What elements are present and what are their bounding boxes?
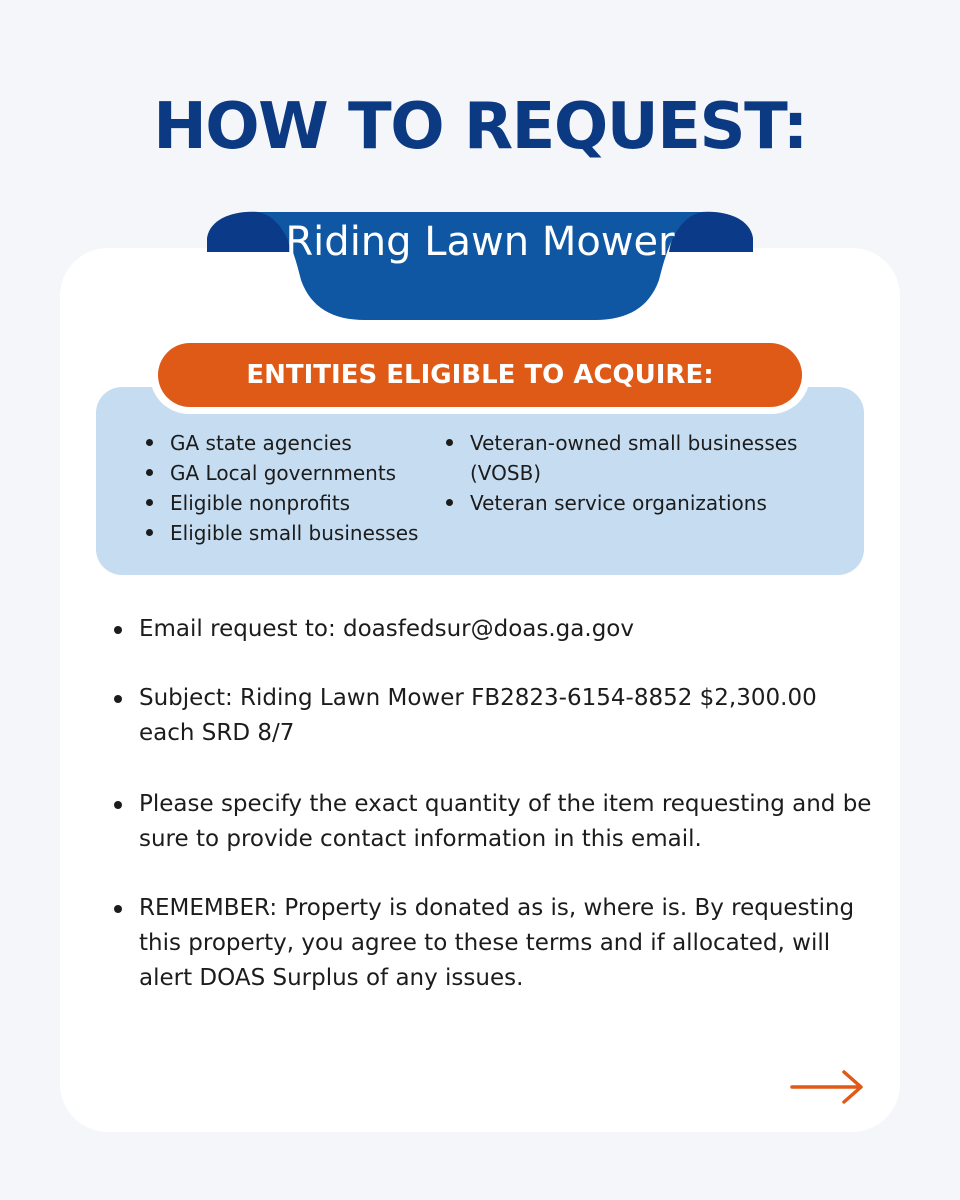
list-item: GA state agencies — [142, 428, 442, 458]
eligibility-heading: ENTITIES ELIGIBLE TO ACQUIRE: — [158, 343, 802, 407]
eligible-entities-left — [142, 428, 442, 548]
instruction-email: Email request to: doasfedsur@doas.ga.gov — [112, 612, 872, 647]
item-name: Riding Lawn Mower — [285, 219, 675, 265]
list-item: Veteran-owned small businesses (VOSB) — [442, 428, 842, 488]
instruction-remember: REMEMBER: Property is donated as is, where is. By requesting this property, you agree to these terms and if allocated, will alert DOAS Surplus of any issues. — [112, 891, 872, 996]
arrow-right-icon[interactable] — [790, 1068, 866, 1106]
list-item: Veteran service organizations — [442, 488, 842, 518]
list-item: Eligible nonprofits — [142, 488, 442, 518]
page-title: HOW TO REQUEST: — [153, 90, 807, 164]
instruction-quantity: Please specify the exact quantity of the item requesting and be sure to provide contact information in this email. — [112, 787, 872, 857]
list-item: Eligible small businesses — [142, 518, 442, 548]
list-item: GA Local governments — [142, 458, 442, 488]
eligible-entities-right — [442, 428, 842, 518]
instruction-subject: Subject: Riding Lawn Mower FB2823-6154-8852 $2,300.00 each SRD 8/7 — [112, 681, 872, 751]
request-instructions — [112, 612, 872, 996]
